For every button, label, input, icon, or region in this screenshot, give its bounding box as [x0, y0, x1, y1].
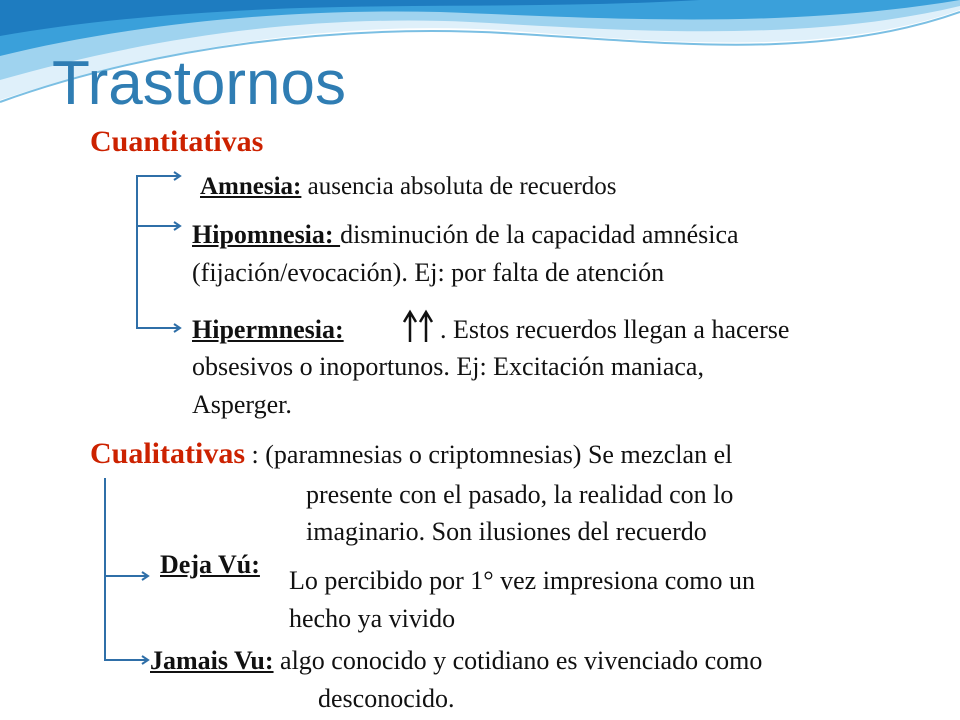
term-deja-vu: Deja Vú: [160, 550, 260, 579]
definition-hipermnesia-line3: Asperger. [192, 390, 292, 419]
term-amnesia: Amnesia: [200, 173, 302, 200]
tree-connector-vertical [136, 176, 138, 328]
definition-jamais-vu-line2: desconocido. [318, 684, 455, 713]
definition-amnesia: ausencia absoluta de recuerdos [301, 173, 617, 200]
arrow-icon [104, 654, 154, 670]
definition-jamais-vu: algo conocido y cotidiano es vivenciado como [273, 646, 763, 675]
list-item-jamais-vu [150, 646, 762, 676]
definition-hipomnesia: disminución de la capacidad amnésica [340, 220, 739, 249]
definition-hipomnesia-line2: (fijación/evocación). Ej: por falta de atención [192, 258, 665, 287]
heading-cualitativas: Cualitativas [90, 437, 246, 470]
arrow-icon [104, 570, 154, 586]
arrow-icon [136, 170, 186, 186]
list-item-hipomnesia [192, 220, 739, 250]
tree-connector-vertical [104, 478, 106, 660]
definition-deja-vu-line2: hecho ya vivido [289, 604, 456, 633]
cualitativas-description: : (paramnesias o criptomnesias) Se mezclan el [245, 440, 733, 469]
arrow-icon [136, 220, 186, 236]
cualitativas-description-line2: presente con el pasado, la realidad con lo [306, 480, 734, 509]
list-item-amnesia [200, 173, 617, 201]
definition-deja-vu: Lo percibido por 1° vez impresiona como un [289, 566, 755, 595]
cualitativas-description-line3: imaginario. Son ilusiones del recuerdo [306, 517, 707, 546]
term-hipermnesia: Hipermnesia: [192, 315, 344, 344]
definition-hipermnesia-line2: obsesivos o inoportunos. Ej: Excitación maniaca, [192, 352, 704, 381]
term-jamais-vu: Jamais Vu: [150, 646, 274, 675]
arrow-icon [136, 322, 186, 338]
term-hipomnesia: Hipomnesia: [192, 220, 341, 249]
double-up-arrow-icon [400, 308, 440, 344]
slide-title: Trastornos [52, 49, 347, 118]
cualitativas-line1 [90, 437, 732, 471]
list-item-hipermnesia [192, 315, 344, 345]
definition-hipermnesia: . Estos recuerdos llegan a hacerse [440, 315, 790, 344]
heading-cuantitativas: Cuantitativas [90, 125, 264, 158]
